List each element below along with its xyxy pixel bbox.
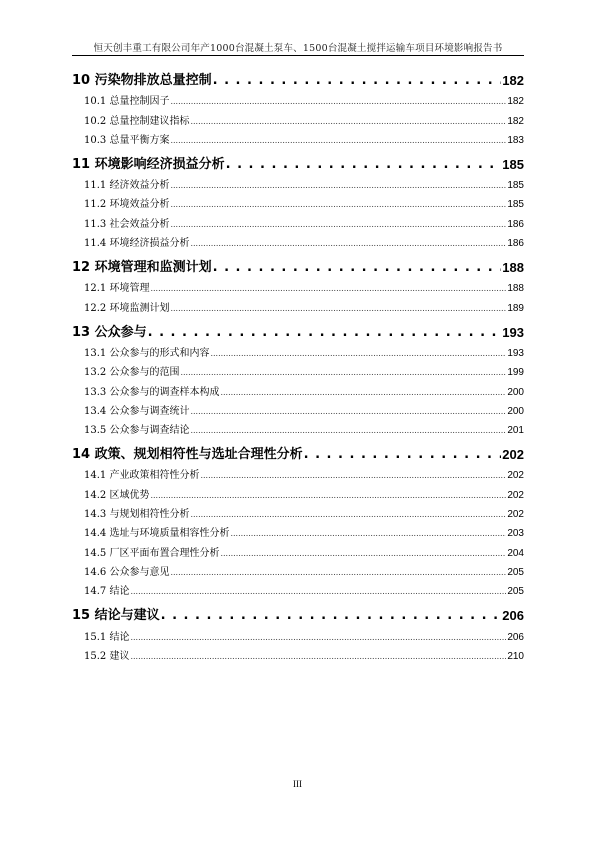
toc-entry-page: 202 [507,470,524,482]
toc-leader-dots [170,135,506,146]
toc-chapter-entry[interactable] [72,253,524,275]
toc-entry-label: 13 公众参与 [72,324,147,340]
toc-entry-label: 14.3 与规划相符性分析 [84,509,190,521]
toc-leader-dots [200,470,506,481]
toc-entry-page: 189 [507,302,524,314]
toc-entry-label: 12 环境管理和监测计划 [72,260,212,276]
toc-entry-label: 14.1 产业政策相符性分析 [84,470,200,482]
toc-section-entry[interactable] [72,481,524,500]
toc-entry-page: 204 [507,547,524,559]
toc-entry-label: 12.1 环境管理 [84,283,150,295]
toc-section-entry[interactable] [72,340,524,359]
toc-section-entry[interactable] [72,359,524,378]
toc-entry-page: 193 [502,324,524,340]
toc-entry-page: 182 [507,115,524,127]
toc-leader-dots [213,73,502,88]
toc-leader-dots [190,116,506,127]
toc-entry-label: 14.2 区域优势 [84,489,150,501]
toc-entry-label: 15.2 建议 [84,650,130,662]
toc-entry-page: 186 [507,238,524,250]
toc-leader-dots [190,425,506,436]
toc-entry-label: 14.4 选址与环境质量相容性分析 [84,528,230,540]
toc-entry-label: 13.5 公众参与调查结论 [84,425,190,437]
page-number: III [293,779,302,789]
toc-entry-label: 14 政策、规划相符性与选址合理性分析 [72,447,303,463]
toc-section-entry[interactable] [72,294,524,313]
toc-entry-page: 206 [502,608,524,624]
toc-entry-page: 182 [502,73,524,88]
toc-section-entry[interactable] [72,462,524,481]
toc-entry-label: 15 结论与建议 [72,608,160,624]
toc-leader-dots [150,283,506,294]
toc-entry-page: 188 [507,283,524,295]
toc-entry-page: 202 [507,489,524,501]
toc-entry-label: 11.3 社会效益分析 [84,218,170,230]
toc-entry-page: 206 [507,631,524,643]
toc-entry-page: 200 [507,386,524,398]
toc-leader-dots [170,199,506,210]
toc-section-entry[interactable] [72,578,524,597]
toc-leader-dots [220,548,506,559]
toc-section-entry[interactable] [72,398,524,417]
toc-entry-label: 13.2 公众参与的范围 [84,367,180,379]
toc-leader-dots [230,528,506,539]
toc-entry-label: 14.6 公众参与意见 [84,566,170,578]
toc-entry-page: 183 [507,134,524,146]
toc-leader-dots [190,406,506,417]
toc-entry-page: 203 [507,528,524,540]
toc-entry-label: 10 污染物排放总量控制 [72,73,212,88]
table-of-contents [72,66,524,662]
toc-leader-dots [180,367,506,378]
toc-entry-label: 10.1 总量控制因子 [84,96,170,108]
toc-leader-dots [226,157,502,172]
header-rule [72,55,524,56]
toc-entry-label: 14.7 结论 [84,586,130,598]
toc-section-entry[interactable] [72,417,524,436]
toc-section-entry[interactable] [72,378,524,397]
toc-leader-dots [170,96,506,107]
toc-entry-label: 13.4 公众参与调查统计 [84,405,190,417]
toc-section-entry[interactable] [72,559,524,578]
toc-entry-page: 193 [507,347,524,359]
toc-entry-page: 202 [502,447,524,463]
toc-leader-dots [210,348,506,359]
toc-leader-dots [220,387,506,398]
toc-leader-dots [213,260,502,275]
toc-leader-dots [170,567,506,578]
toc-entry-page: 186 [507,218,524,230]
toc-entry-label: 11.2 环境效益分析 [84,199,170,211]
toc-leader-dots [161,608,502,623]
toc-entry-label: 10.2 总量控制建议指标 [84,115,190,127]
toc-section-entry[interactable] [72,172,524,191]
toc-leader-dots [130,632,506,643]
toc-chapter-entry[interactable] [72,601,524,623]
toc-chapter-entry[interactable] [72,150,524,172]
toc-leader-dots [170,219,506,230]
toc-entry-label: 11 环境影响经济损益分析 [72,156,225,172]
toc-leader-dots [190,238,506,249]
toc-leader-dots [130,586,506,597]
toc-entry-label: 11.1 经济效益分析 [84,180,170,192]
toc-entry-page: 185 [507,199,524,211]
toc-section-entry[interactable] [72,623,524,642]
toc-entry-page: 199 [507,367,524,379]
toc-chapter-entry[interactable] [72,66,524,88]
toc-entry-page: 205 [507,566,524,578]
toc-entry-label: 11.4 环境经济损益分析 [84,238,190,250]
toc-leader-dots [130,651,506,662]
toc-leader-dots [170,303,506,314]
toc-section-entry[interactable] [72,520,524,539]
toc-entry-label: 13.1 公众参与的形式和内容 [84,347,210,359]
toc-entry-label: 12.2 环境监测计划 [84,302,170,314]
toc-section-entry[interactable] [72,275,524,294]
toc-entry-page: 185 [502,156,524,172]
running-header: 恒天创丰重工有限公司年产1000台混凝土泵车、1500台混凝土搅拌运输车项目环境影响报告书 [93,43,503,54]
toc-entry-page: 202 [507,509,524,521]
toc-section-entry[interactable] [72,127,524,146]
toc-leader-dots [304,447,502,462]
toc-section-entry[interactable] [72,210,524,229]
toc-entry-page: 210 [507,650,524,662]
toc-entry-page: 200 [507,405,524,417]
toc-section-entry[interactable] [72,643,524,662]
toc-chapter-entry[interactable] [72,440,524,462]
toc-entry-page: 205 [507,586,524,598]
toc-chapter-entry[interactable] [72,318,524,340]
toc-section-entry[interactable] [72,107,524,126]
toc-entry-label: 15.1 结论 [84,631,130,643]
toc-leader-dots [150,490,506,501]
toc-leader-dots [148,325,502,340]
toc-section-entry[interactable] [72,230,524,249]
toc-entry-label: 13.3 公众参与的调查样本构成 [84,386,220,398]
toc-leader-dots [170,180,506,191]
toc-section-entry[interactable] [72,539,524,558]
toc-section-entry[interactable] [72,191,524,210]
toc-entry-page: 188 [502,260,524,276]
toc-entry-page: 201 [507,425,524,437]
toc-entry-label: 14.5 厂区平面布置合理性分析 [84,547,220,559]
toc-section-entry[interactable] [72,88,524,107]
toc-section-entry[interactable] [72,501,524,520]
toc-entry-label: 10.3 总量平衡方案 [84,134,170,146]
toc-leader-dots [190,509,506,520]
toc-entry-page: 185 [507,180,524,192]
toc-entry-page: 182 [507,96,524,108]
